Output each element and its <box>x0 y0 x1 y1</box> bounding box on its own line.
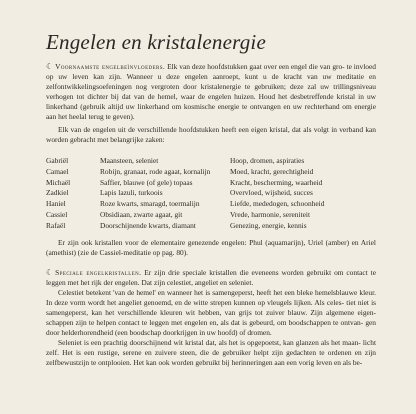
text-line: Er zijn ook kristallen voor de elementaire genezende engelen: Phul (aquamarijn), Uriel (amber) en Ariel <box>58 238 376 247</box>
text-line: Seleniet is een prachtig doorschijnend wit kristal dat, als het is opgepoetst, kan glanzen als het maan- <box>58 338 361 347</box>
crescent-moon-icon: ☾ <box>46 62 54 71</box>
text-line: Celestiet betekent 'van de hemel' en wanneer het is samengeperst, heeft het een bleke hemelsblauwe <box>58 288 358 297</box>
angel-name: Gabriël <box>46 156 69 165</box>
table-row <box>46 188 366 199</box>
angel-themes: Overvloed, wijsheid, succes <box>230 188 313 198</box>
table-row <box>46 178 366 189</box>
table-row <box>46 156 366 167</box>
text-line: gen door helderhorendheid (een boodschap doorkrijgen in uw hoofd) of dromen. <box>46 318 376 337</box>
angel-themes: Liefde, mededogen, schoonheid <box>230 199 325 209</box>
text-line: zelfbewustzijn te ontplooien. Het kan ook worden gebruikt bij herinneringen aan een vorig leven en als be- <box>46 358 363 367</box>
angel-name: Cassiel <box>46 209 68 219</box>
text-line: kan worden gebracht met belangrijke zaken: <box>46 125 376 144</box>
text-line: Elk van deze hoofdstukken gaat over een engel die van gro- <box>167 62 345 71</box>
text-line: kleur. In deze vorm wordt het angeliet genoemd, en de witte strepen kunnen op vleugels lijken. Als celes- <box>46 288 376 307</box>
section-special-crystals <box>46 268 376 368</box>
text-line: tiet niet is samengeperst, kan het verschillende kleuren wit hebben, van grijs tot zuiver blauw. Zijn algemene eigen- <box>46 298 377 317</box>
table-row <box>46 167 366 178</box>
table-row <box>46 210 366 221</box>
angel-themes: Hoop, dromen, aspiraties <box>230 156 305 165</box>
text-line: te leggen met het rijk der engelen. Dat zijn celestiet, angeliet en seleniet. <box>46 268 376 287</box>
angel-crystals: Robijn, granaat, rode agaat, kornalijn <box>100 166 211 176</box>
text-line: Elk van de engelen uit de verschillende hoofdstukken heeft een eigen kristal, dat als volgt in verband <box>58 125 364 134</box>
angel-name: Haniel <box>46 199 66 209</box>
text-line: te invloed op uw leven kan zijn. Wanneer u deze engelen aanroept, kunt u de kracht van uw meditatie en <box>46 62 376 81</box>
section-heading: Voornaamste engelbeïnvloeders. <box>55 62 166 71</box>
angel-name: Zadkiel <box>46 188 69 198</box>
section-heading: Speciale engelkristallen. <box>55 268 142 277</box>
angel-crystals: Saffier, blauwe (of gele) topaas <box>100 177 193 187</box>
table-row <box>46 199 366 210</box>
angel-crystals: Roze kwarts, smaragd, toermalijn <box>100 199 200 209</box>
angel-crystal-table <box>46 156 366 232</box>
text-line: zelfontwikkelingsoefeningen nog vergroten door kristalenergie te gebruiken; deze zal uw trillingsniveau <box>46 82 376 91</box>
table-row <box>46 221 366 232</box>
angel-crystals: Maansteen, seleniet <box>100 156 159 165</box>
page-title: Engelen en kristalenergie <box>46 30 266 54</box>
angel-crystals: Lapis lazuli, turkoois <box>100 188 163 198</box>
text-line: Er zijn drie speciale kristallen die eveneens worden gebruikt om contact <box>144 268 368 277</box>
section-primary-angels <box>46 62 376 145</box>
angel-name: Rafaël <box>46 220 66 230</box>
text-line: verhogen tot dichter bij dat van de hemel, waar de engelen huizen. Houd het desbetreffende kristal in uw <box>46 92 376 101</box>
extra-crystals-note <box>46 238 376 258</box>
angel-themes: Vrede, harmonie, sereniteit <box>230 209 310 219</box>
text-line: (amethist) (zie de Cassiel-meditatie op pag. 80). <box>46 248 189 257</box>
angel-crystals: Obsidiaan, zwarte agaat, git <box>100 209 183 219</box>
text-line: licht zelf. Het is een rustige, serene en zuivere steen, die de gebruiker helpt zijn gedachten te ordenen en zijn <box>46 338 376 357</box>
angel-name: Michaël <box>46 177 71 187</box>
text-line: linkerhand (gebruik altijd uw linkerhand om kosmische energie te ontvangen en uw rechterhand om energie <box>46 102 376 111</box>
text-line: schappen zijn te helpen contact te leggen met engelen en, als dat is gebeurd, om boodschappen te ontvan- <box>46 318 364 327</box>
angel-crystals: Doorschijnende kwarts, diamant <box>100 220 196 230</box>
text-line: aan het heelal terug te geven). <box>46 112 135 121</box>
angel-themes: Moed, kracht, gerechtigheid <box>230 166 314 176</box>
crescent-moon-icon: ☾ <box>46 268 54 277</box>
angel-name: Camael <box>46 166 69 176</box>
angel-themes: Kracht, bescherming, waarheid <box>230 177 323 187</box>
angel-themes: Genezing, energie, kennis <box>230 220 307 230</box>
